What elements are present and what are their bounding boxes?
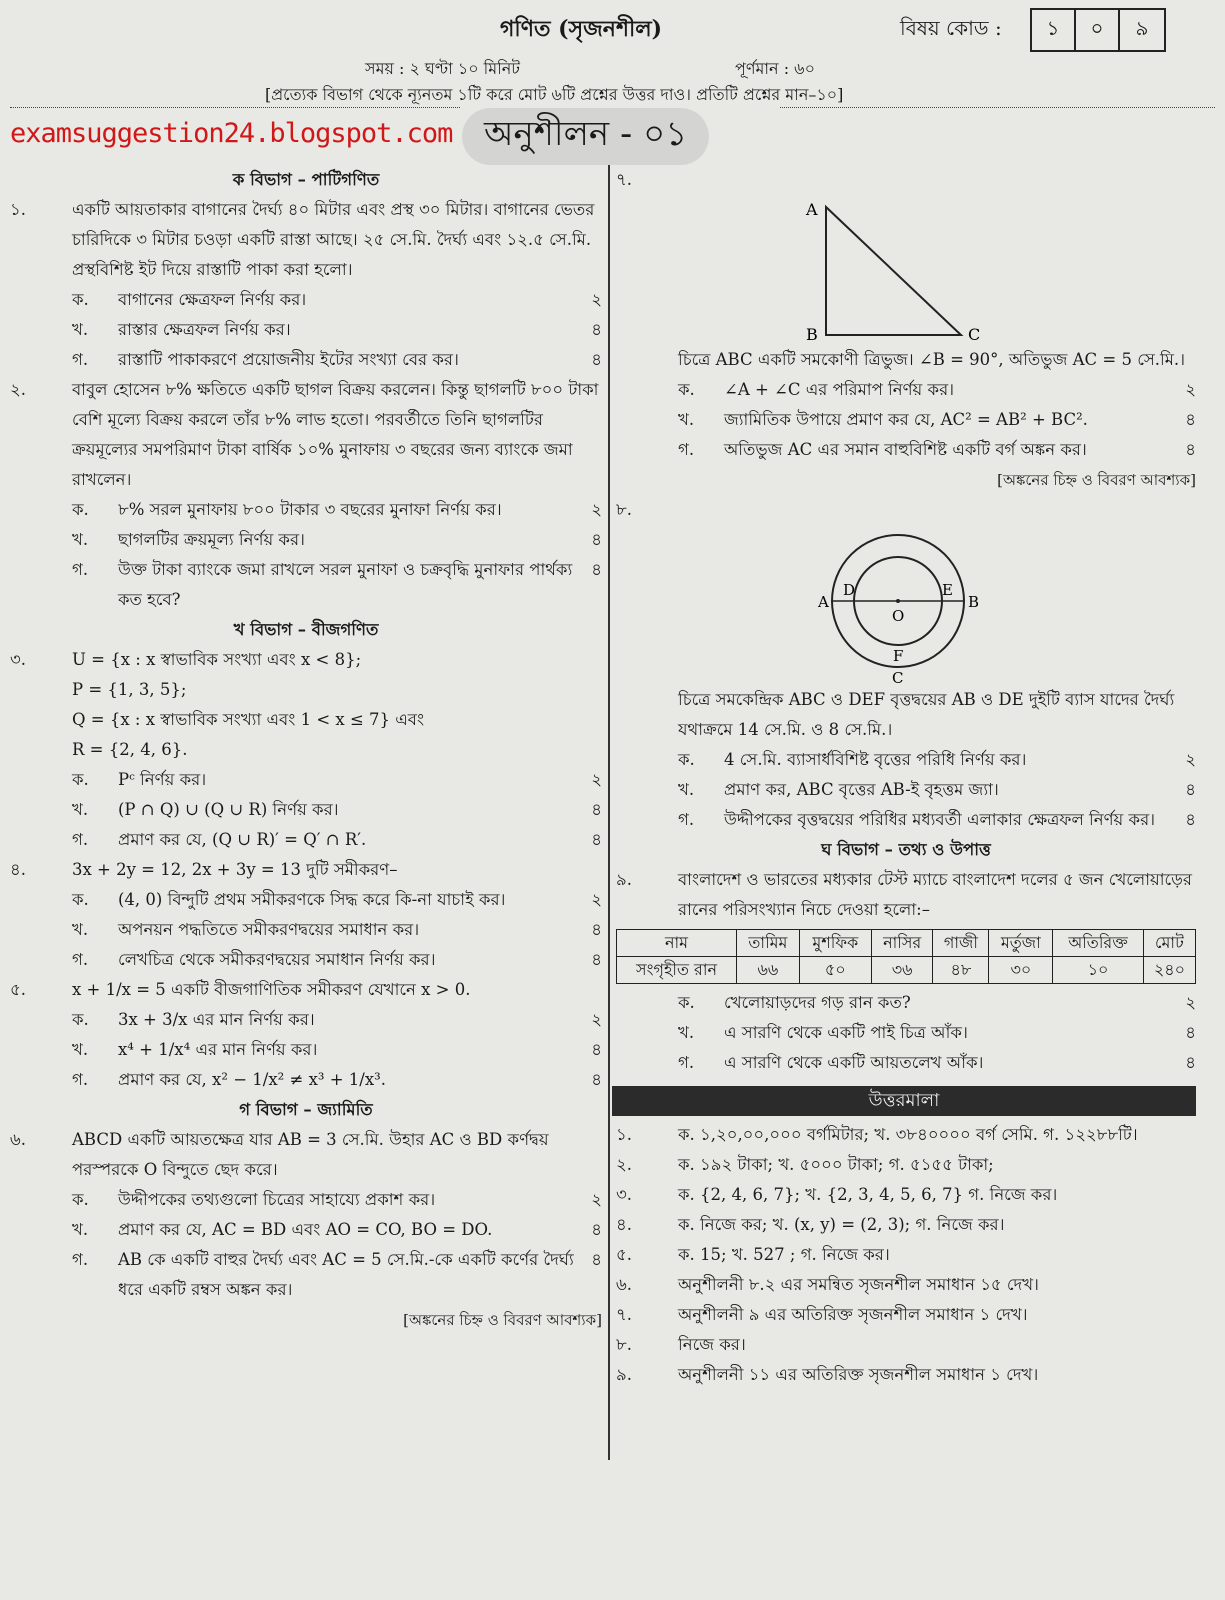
sub-text: জ্যামিতিক উপায়ে প্রমাণ কর যে, AC² = AB² + BC². bbox=[724, 410, 1088, 429]
spacer bbox=[10, 555, 72, 615]
drawing-note: [অঙ্কনের চিহ্ন ও বিবরণ আবশ্যক] bbox=[403, 1311, 602, 1329]
marks: ৪ bbox=[591, 920, 602, 939]
sub-text: ছাগলটির ক্রয়মূল্য নির্ণয় কর। bbox=[118, 530, 305, 549]
sub-question bbox=[10, 345, 602, 375]
sub-label: ক. bbox=[72, 890, 89, 909]
table-cell: ৩৬ bbox=[871, 957, 933, 984]
sub-text: প্রমাণ কর যে, x² − 1/x² ≠ x³ + 1/x³. bbox=[118, 1070, 387, 1089]
section-heading: গ বিভাগ – জ্যামিতি bbox=[239, 1100, 373, 1119]
marks: ৪ bbox=[1185, 780, 1196, 799]
sub-text: Pᶜ নির্ণয় কর। bbox=[118, 770, 207, 789]
sub-question bbox=[10, 315, 602, 345]
marks: ৪ bbox=[591, 350, 602, 369]
sub-question bbox=[616, 1048, 1196, 1078]
sub-label: গ. bbox=[678, 440, 695, 459]
sub-question bbox=[10, 495, 602, 525]
marks: ২ bbox=[591, 770, 602, 789]
sub-label: গ. bbox=[72, 830, 89, 849]
question-number: ৫. bbox=[10, 980, 26, 999]
sub-text: (4, 0) বিন্দুটি প্রথম সমীকরণকে সিদ্ধ করে কি-না যাচাই কর। bbox=[118, 890, 506, 909]
marks: ৪ bbox=[591, 800, 602, 819]
divider bbox=[10, 107, 460, 108]
sub-label: গ. bbox=[72, 950, 89, 969]
question-number: ৩. bbox=[616, 1185, 632, 1204]
concentric-circles-figure bbox=[686, 525, 986, 685]
question-text: ক. ১৯২ টাকা; খ. ৫০০০ টাকা; গ. ৫১৫৫ টাকা; bbox=[678, 1155, 994, 1174]
section-heading: ক বিভাগ – পাটিগণিত bbox=[232, 170, 380, 189]
sub-question bbox=[10, 795, 602, 825]
right-column bbox=[616, 165, 1196, 1390]
marks: ২ bbox=[591, 500, 602, 519]
marks: ২ bbox=[1185, 993, 1196, 1012]
question-number: ৮. bbox=[616, 500, 632, 519]
spacer bbox=[10, 1035, 72, 1065]
code-digit: ১ bbox=[1032, 10, 1076, 50]
point-label: B bbox=[968, 593, 980, 611]
spacer bbox=[10, 945, 72, 975]
question bbox=[10, 645, 602, 675]
sub-question bbox=[10, 525, 602, 555]
point-label: O bbox=[892, 607, 905, 625]
full-marks: পূর্ণমান : ৬০ bbox=[735, 59, 815, 78]
marks: ৪ bbox=[1185, 1053, 1196, 1072]
question bbox=[10, 705, 602, 735]
spacer bbox=[10, 315, 72, 345]
sub-question bbox=[616, 805, 1196, 835]
sub-text: অপনয়ন পদ্ধতিতে সমীকরণদ্বয়ের সমাধান কর। bbox=[118, 920, 420, 939]
sub-question bbox=[616, 775, 1196, 805]
table-cell: ১০ bbox=[1053, 957, 1144, 984]
question bbox=[616, 165, 1196, 195]
divider bbox=[780, 107, 1215, 108]
spacer bbox=[616, 1018, 678, 1048]
question-text bbox=[678, 495, 1196, 525]
question bbox=[10, 975, 602, 1005]
sub-label: খ. bbox=[72, 800, 89, 819]
sub-label: খ. bbox=[678, 410, 695, 429]
question bbox=[616, 1300, 1196, 1330]
marks: ২ bbox=[1185, 380, 1196, 399]
question-text: 3x + 2y = 12, 2x + 3y = 13 দুটি সমীকরণ– bbox=[72, 860, 398, 879]
sub-text: x⁴ + 1/x⁴ এর মান নির্ণয় কর। bbox=[118, 1040, 318, 1059]
sub-label: ক. bbox=[678, 380, 695, 399]
sub-text: এ সারণি থেকে একটি আয়তলেখ আঁক। bbox=[724, 1053, 984, 1072]
marks: ২ bbox=[591, 1010, 602, 1029]
question bbox=[10, 735, 602, 765]
question-number: ১. bbox=[616, 1125, 632, 1144]
sub-label: খ. bbox=[72, 320, 89, 339]
question-text: চিত্রে সমকেন্দ্রিক ABC ও DEF বৃত্তদ্বয়ের AB ও DE দুইটি ব্যাস যাদের দৈর্ঘ্য যথাক্রমে 14 সে.মি. ও 8 সে.মি.। bbox=[678, 690, 1175, 739]
sub-question bbox=[10, 885, 602, 915]
question bbox=[616, 1210, 1196, 1240]
runs-table bbox=[616, 929, 1196, 984]
spacer bbox=[10, 885, 72, 915]
right-triangle-figure bbox=[686, 195, 986, 345]
page-header bbox=[0, 0, 1225, 165]
marks: ৪ bbox=[591, 1040, 602, 1059]
sub-label: খ. bbox=[72, 1040, 89, 1059]
sub-text: বাগানের ক্ষেত্রফল নির্ণয় কর। bbox=[118, 290, 307, 309]
sub-text: এ সারণি থেকে একটি পাই চিত্র আঁক। bbox=[724, 1023, 968, 1042]
marks: ৪ bbox=[1185, 810, 1196, 829]
column-divider bbox=[608, 165, 610, 1460]
sub-question bbox=[616, 1018, 1196, 1048]
question-number: ৭. bbox=[616, 170, 632, 189]
question-text: চিত্রে ABC একটি সমকোণী ত্রিভুজ। ∠B = 90°, অতিভুজ AC = 5 সে.মি.। bbox=[678, 350, 1186, 369]
table-header-cell: মোট bbox=[1143, 930, 1195, 957]
marks: ৪ bbox=[1185, 410, 1196, 429]
question-text: ক. নিজে কর; খ. (x, y) = (2, 3); গ. নিজে কর। bbox=[678, 1215, 1005, 1234]
table-header-cell: নাসির bbox=[871, 930, 933, 957]
sub-label: ক. bbox=[678, 993, 695, 1012]
sub-question bbox=[10, 1245, 602, 1305]
spacer bbox=[10, 345, 72, 375]
sub-text: প্রমাণ কর, ABC বৃত্তের AB-ই বৃহত্তম জ্যা। bbox=[724, 780, 999, 799]
table-header-cell: মুশফিক bbox=[799, 930, 871, 957]
spacer bbox=[616, 775, 678, 805]
marks: ৪ bbox=[1185, 440, 1196, 459]
sub-label: খ. bbox=[72, 920, 89, 939]
sub-text: ∠A + ∠C এর পরিমাপ নির্ণয় কর। bbox=[724, 380, 955, 399]
question-text: ক. 15; খ. 527 ; গ. নিজে কর। bbox=[678, 1245, 890, 1264]
marks: ৪ bbox=[591, 1070, 602, 1089]
question-number: ৭. bbox=[616, 1305, 632, 1324]
triangle-shape bbox=[826, 207, 961, 335]
sub-label: গ. bbox=[72, 1250, 89, 1269]
question bbox=[10, 1125, 602, 1185]
sub-question bbox=[10, 1065, 602, 1095]
question-text: বাংলাদেশ ও ভারতের মধ্যকার টেস্ট ম্যাচে বাংলাদেশ দলের ৫ জন খেলোয়াড়ের রানের পরিসংখ্যান নিচে দেওয়া হলো:– bbox=[678, 870, 1192, 919]
marks: ৪ bbox=[1185, 1023, 1196, 1042]
question-text: Q = {x : x স্বাভাবিক সংখ্যা এবং 1 < x ≤ 7} এবং bbox=[72, 710, 425, 729]
sub-label: ক. bbox=[678, 750, 695, 769]
spacer bbox=[10, 825, 72, 855]
answers-heading: উত্তরমালা bbox=[612, 1086, 1196, 1116]
question-number: ৪. bbox=[616, 1215, 632, 1234]
question-number: ১. bbox=[10, 200, 26, 219]
sub-label: ক. bbox=[72, 500, 89, 519]
spacer bbox=[616, 435, 678, 465]
marks: ২ bbox=[1185, 750, 1196, 769]
table-header-cell: নাম bbox=[617, 930, 737, 957]
marks: ৪ bbox=[591, 1250, 602, 1269]
marks: ২ bbox=[591, 290, 602, 309]
question bbox=[616, 865, 1196, 925]
table-row bbox=[617, 957, 1196, 984]
drawing-note: [অঙ্কনের চিহ্ন ও বিবরণ আবশ্যক] bbox=[997, 471, 1196, 489]
spacer bbox=[10, 1065, 72, 1095]
exam-time: সময় : ২ ঘণ্টা ১০ মিনিট bbox=[365, 59, 520, 78]
sub-text: উদ্দীপকের বৃত্তদ্বয়ের পরিধির মধ্যবর্তী এলাকার ক্ষেত্রফল নির্ণয় কর। bbox=[724, 810, 1156, 829]
question-number: ৪. bbox=[10, 860, 26, 879]
question-number: ৬. bbox=[10, 1130, 26, 1149]
sub-text: 4 সে.মি. ব্যাসার্ধবিশিষ্ট বৃত্তের পরিধি নির্ণয় কর। bbox=[724, 750, 1027, 769]
question-number bbox=[10, 705, 72, 735]
table-cell: ৪৮ bbox=[933, 957, 989, 984]
table-header-cell: তামিম bbox=[737, 930, 800, 957]
question-number: ৫. bbox=[616, 1245, 632, 1264]
left-column bbox=[10, 165, 602, 1335]
practice-label: অনুশীলন - ০১ bbox=[462, 108, 709, 165]
sub-text: প্রমাণ কর যে, AC = BD এবং AO = CO, BO = DO. bbox=[118, 1220, 493, 1239]
marks: ৪ bbox=[591, 1220, 602, 1239]
question-text: অনুশীলনী ৮.২ এর সমন্বিত সৃজনশীল সমাধান ১৫ দেখ। bbox=[678, 1275, 1039, 1294]
question-number: ৮. bbox=[616, 1335, 632, 1354]
table-cell: ৬৬ bbox=[737, 957, 800, 984]
spacer bbox=[616, 805, 678, 835]
sub-question bbox=[10, 285, 602, 315]
spacer bbox=[616, 1048, 678, 1078]
sub-label: গ. bbox=[72, 350, 89, 369]
question-text: U = {x : x স্বাভাবিক সংখ্যা এবং x < 8}; bbox=[72, 650, 362, 669]
spacer bbox=[10, 1005, 72, 1035]
table-cell: সংগৃহীত রান bbox=[617, 957, 737, 984]
table-cell: ২৪০ bbox=[1143, 957, 1195, 984]
sub-text: রাস্তার ক্ষেত্রফল নির্ণয় কর। bbox=[118, 320, 291, 339]
sub-text: 3x + 3/x এর মান নির্ণয় কর। bbox=[118, 1010, 315, 1029]
table-cell: ৩০ bbox=[989, 957, 1053, 984]
vertex-label: B bbox=[806, 325, 818, 344]
question-number: ২. bbox=[10, 380, 26, 399]
question-number: ৯. bbox=[616, 870, 632, 889]
code-digit: ৯ bbox=[1135, 15, 1149, 40]
marks: ২ bbox=[591, 1190, 602, 1209]
sub-question bbox=[10, 1035, 602, 1065]
question bbox=[616, 685, 1196, 745]
marks: ৪ bbox=[591, 950, 602, 969]
spacer bbox=[10, 495, 72, 525]
question-text: অনুশীলনী ১১ এর অতিরিক্ত সৃজনশীল সমাধান ১ দেখ। bbox=[678, 1365, 1039, 1384]
center-point bbox=[896, 599, 900, 603]
point-label: D bbox=[843, 581, 856, 599]
question bbox=[10, 375, 602, 495]
question-number bbox=[616, 345, 678, 375]
spacer bbox=[10, 1215, 72, 1245]
question bbox=[616, 495, 1196, 525]
subject-code-boxes bbox=[1030, 8, 1166, 52]
marks: ২ bbox=[591, 890, 602, 909]
point-label: A bbox=[818, 593, 829, 611]
spacer bbox=[616, 988, 678, 1018]
question bbox=[616, 345, 1196, 375]
question bbox=[616, 1270, 1196, 1300]
point-label: F bbox=[893, 647, 904, 665]
marks: ৪ bbox=[591, 830, 602, 849]
question-number bbox=[10, 735, 72, 765]
sub-question bbox=[10, 825, 602, 855]
vertex-label: A bbox=[806, 200, 818, 219]
spacer bbox=[10, 1245, 72, 1305]
subject-code-label: বিষয় কোড : bbox=[900, 16, 1002, 40]
question-number: ৯. bbox=[616, 1365, 632, 1384]
sub-question bbox=[616, 375, 1196, 405]
question-text: নিজে কর। bbox=[678, 1335, 746, 1354]
question bbox=[616, 1330, 1196, 1360]
question bbox=[616, 1120, 1196, 1150]
instructions: [প্রত্যেক বিভাগ থেকে ন্যূনতম ১টি করে মোট ৬টি প্রশ্নের উত্তর দাও। প্রতিটি প্রশ্নের মান–১০] bbox=[265, 85, 844, 104]
sub-label: গ. bbox=[72, 560, 89, 579]
vertex-label: C bbox=[968, 325, 981, 344]
sub-label: খ. bbox=[72, 1220, 89, 1239]
sub-question bbox=[10, 1215, 602, 1245]
marks: ৪ bbox=[591, 320, 602, 339]
sub-question bbox=[10, 1005, 602, 1035]
spacer bbox=[10, 765, 72, 795]
question-number bbox=[10, 675, 72, 705]
section-heading: খ বিভাগ – বীজগণিত bbox=[233, 620, 379, 639]
table-header-cell: গাজী bbox=[933, 930, 989, 957]
sub-label: খ. bbox=[678, 780, 695, 799]
question-text: বাবুল হোসেন ৮% ক্ষতিতে একটি ছাগল বিক্রয় করলেন। কিন্তু ছাগলটি ৮০০ টাকা বেশি মূল্যে বিক্রয় করলে তাঁর ৮% লাভ হতো। পরবর্তীতে তিনি ছাগলটির ক্রয়মূল্যের সমপরিমাণ টাকা বার্ষিক ১০% মুনাফায় ৩ বছরের জন্য ব্যাংকে জমা রাখলেন। bbox=[72, 380, 599, 489]
marks: ৪ bbox=[591, 560, 602, 579]
sub-label: গ. bbox=[72, 1070, 89, 1089]
sub-label: ক. bbox=[72, 770, 89, 789]
sub-question bbox=[616, 745, 1196, 775]
sub-question bbox=[10, 915, 602, 945]
question-text: একটি আয়তাকার বাগানের দৈর্ঘ্য ৪০ মিটার এবং প্রস্থ ৩০ মিটার। বাগানের ভেতর চারিদিকে ৩ মিটার চওড়া একটি রাস্তা আছে। ২৫ সে.মি. দৈর্ঘ্য এবং ১২.৫ সে.মি. প্রস্থবিশিষ্ট ইট দিয়ে রাস্তাটি পাকা করা হলো। bbox=[72, 200, 595, 279]
sub-question bbox=[10, 1185, 602, 1215]
sub-label: ক. bbox=[72, 290, 89, 309]
spacer bbox=[10, 1185, 72, 1215]
table-header-row bbox=[617, 930, 1196, 957]
question-text: অনুশীলনী ৯ এর অতিরিক্ত সৃজনশীল সমাধান ১ দেখ। bbox=[678, 1305, 1028, 1324]
sub-question bbox=[10, 765, 602, 795]
question bbox=[10, 855, 602, 885]
spacer bbox=[616, 375, 678, 405]
marks: ৪ bbox=[591, 530, 602, 549]
table-cell: ৫০ bbox=[799, 957, 871, 984]
question-text bbox=[678, 165, 1196, 195]
spacer bbox=[616, 405, 678, 435]
point-label: E bbox=[942, 581, 953, 599]
question-number: ৩. bbox=[10, 650, 26, 669]
sub-text: ৮% সরল মুনাফায় ৮০০ টাকার ৩ বছরের মুনাফা নির্ণয় কর। bbox=[118, 500, 502, 519]
sub-question bbox=[10, 555, 602, 615]
sub-text: অতিভুজ AC এর সমান বাহুবিশিষ্ট একটি বর্গ অঙ্কন কর। bbox=[724, 440, 1087, 459]
question-text: ক. {2, 4, 6, 7}; খ. {2, 3, 4, 5, 6, 7} গ. নিজে কর। bbox=[678, 1185, 1058, 1204]
sub-text: AB কে একটি বাহুর দৈর্ঘ্য এবং AC = 5 সে.মি.-কে একটি কর্ণের দৈর্ঘ্য ধরে একটি রম্বস অঙ্কন কর। bbox=[118, 1250, 574, 1299]
sub-question bbox=[616, 435, 1196, 465]
sub-text: খেলোয়াড়দের গড় রান কত? bbox=[724, 993, 911, 1012]
code-digit: ০ bbox=[1076, 10, 1120, 50]
question bbox=[10, 675, 602, 705]
question-text: ABCD একটি আয়তক্ষেত্র যার AB = 3 সে.মি. উহার AC ও BD কর্ণদ্বয় পরস্পরকে O বিন্দুতে ছেদ করে। bbox=[72, 1130, 549, 1179]
question bbox=[10, 195, 602, 285]
question-text: R = {2, 4, 6}. bbox=[72, 740, 188, 759]
sub-question bbox=[10, 945, 602, 975]
question bbox=[616, 1240, 1196, 1270]
section-heading: ঘ বিভাগ – তথ্য ও উপাত্ত bbox=[821, 840, 991, 859]
table-header-cell: মর্তুজা bbox=[989, 930, 1053, 957]
question-text: x + 1/x = 5 একটি বীজগাণিতিক সমীকরণ যেখানে x > 0. bbox=[72, 980, 471, 999]
question bbox=[616, 1180, 1196, 1210]
sub-question bbox=[616, 988, 1196, 1018]
question-text: P = {1, 3, 5}; bbox=[72, 680, 187, 699]
point-label: C bbox=[892, 669, 904, 685]
question-number bbox=[616, 685, 678, 745]
table-header-cell: অতিরিক্ত bbox=[1053, 930, 1144, 957]
sub-text: (P ∩ Q) ∪ (Q ∪ R) নির্ণয় কর। bbox=[118, 800, 339, 819]
subject-title: গণিত (সৃজনশীল) bbox=[500, 16, 663, 42]
sub-label: খ. bbox=[72, 530, 89, 549]
question bbox=[616, 1360, 1196, 1390]
sub-question bbox=[616, 405, 1196, 435]
sub-label: গ. bbox=[678, 810, 695, 829]
sub-label: ক. bbox=[72, 1010, 89, 1029]
watermark: examsuggestion24.blogspot.com bbox=[10, 118, 453, 149]
spacer bbox=[10, 285, 72, 315]
spacer bbox=[10, 525, 72, 555]
question-number: ২. bbox=[616, 1155, 632, 1174]
sub-label: ক. bbox=[72, 1190, 89, 1209]
sub-text: উদ্দীপকের তথ্যগুলো চিত্রের সাহায্যে প্রকাশ কর। bbox=[118, 1190, 436, 1209]
sub-label: খ. bbox=[678, 1023, 695, 1042]
question bbox=[616, 1150, 1196, 1180]
spacer bbox=[616, 745, 678, 775]
spacer bbox=[10, 795, 72, 825]
sub-text: লেখচিত্র থেকে সমীকরণদ্বয়ের সমাধান নির্ণয় কর। bbox=[118, 950, 436, 969]
question-number: ৬. bbox=[616, 1275, 632, 1294]
question-text: ক. ১,২০,০০,০০০ বর্গমিটার; খ. ৩৮৪০০০০ বর্গ সেমি. গ. ১২২৮৮টি। bbox=[678, 1125, 1138, 1144]
sub-text: উক্ত টাকা ব্যাংকে জমা রাখলে সরল মুনাফা ও চক্রবৃদ্ধি মুনাফার পার্থক্য কত হবে? bbox=[118, 560, 573, 609]
sub-text: রাস্তাটি পাকাকরণে প্রয়োজনীয় ইটের সংখ্যা বের কর। bbox=[118, 350, 459, 369]
sub-text: প্রমাণ কর যে, (Q ∪ R)′ = Q′ ∩ R′. bbox=[118, 830, 367, 849]
spacer bbox=[10, 915, 72, 945]
sub-label: গ. bbox=[678, 1053, 695, 1072]
